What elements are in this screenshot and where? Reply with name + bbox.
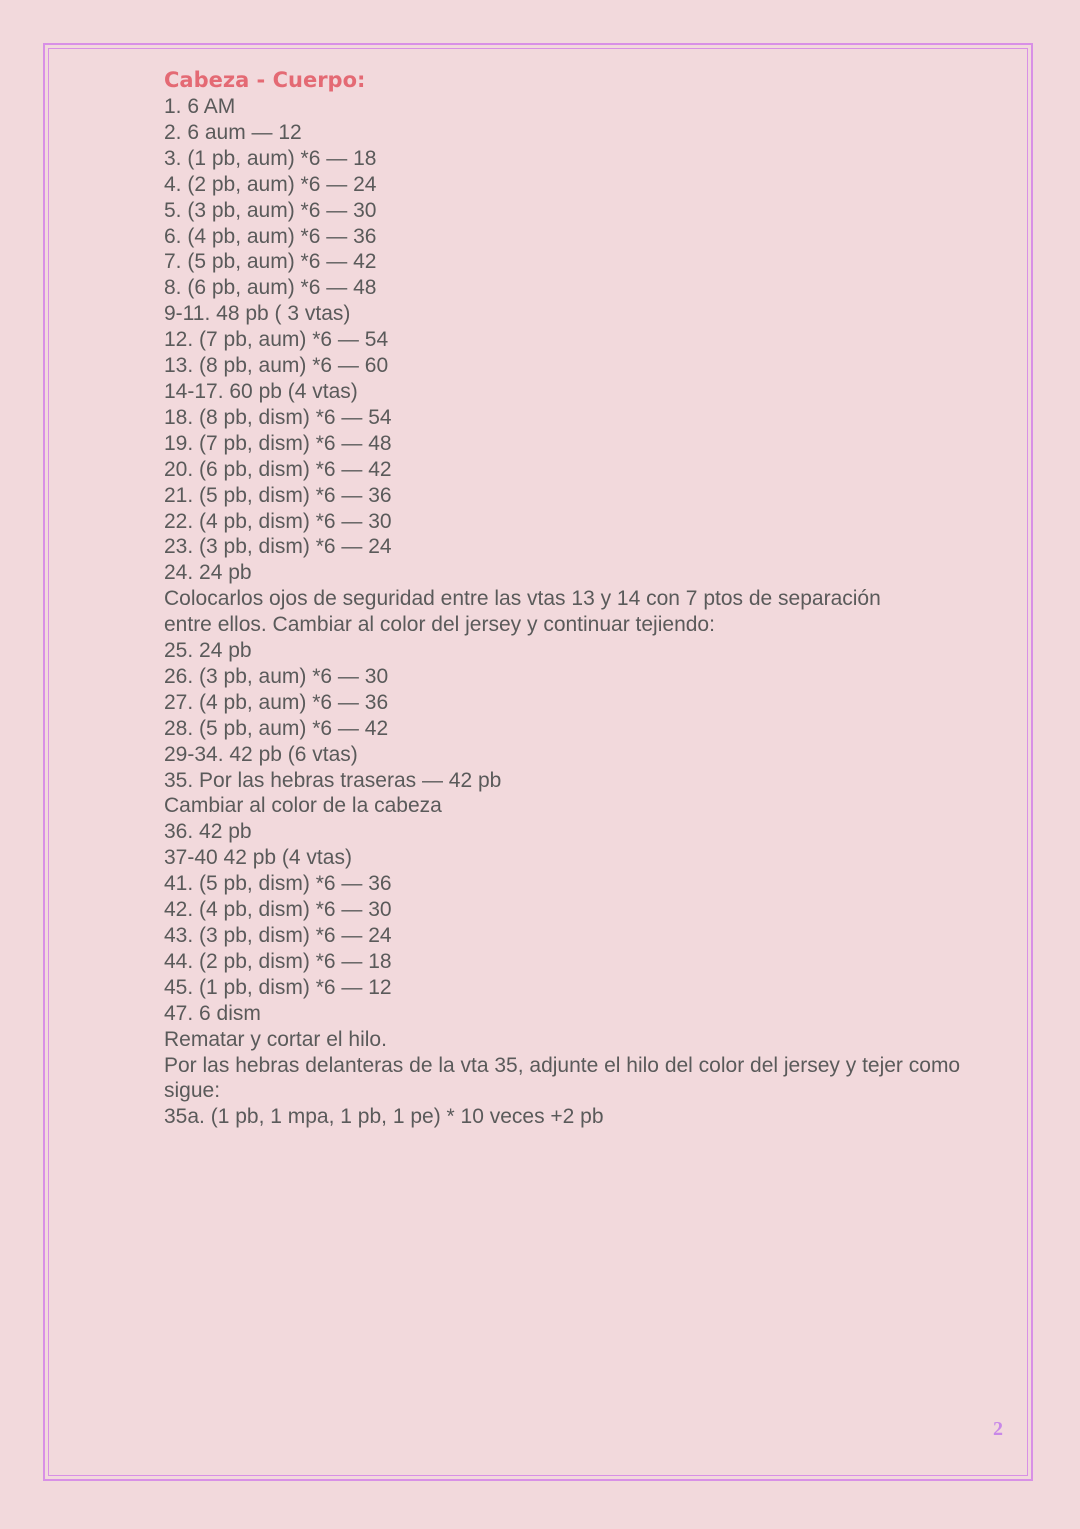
instruction-line: 7. (5 pb, aum) *6 — 42	[164, 250, 377, 274]
instruction-line: 8. (6 pb, aum) *6 — 48	[164, 276, 377, 300]
instruction-line: 14-17. 60 pb (4 vtas)	[164, 379, 358, 403]
instruction-note: Colocarlos ojos de seguridad entre las vtas 13 y 14 con 7 ptos de separación	[164, 587, 881, 611]
instruction-line: 9-11. 48 pb ( 3 vtas)	[164, 302, 351, 326]
instruction-line: 37-40 42 pb (4 vtas)	[164, 846, 352, 870]
instruction-line: 12. (7 pb, aum) *6 — 54	[164, 328, 389, 352]
instruction-note: Por las hebras delanteras de la vta 35, adjunte el hilo del color del jersey y tejer como	[164, 1053, 961, 1077]
instruction-line: 3. (1 pb, aum) *6 — 18	[164, 146, 377, 170]
section-heading: Cabeza - Cuerpo:	[164, 68, 366, 92]
instruction-line: 4. (2 pb, aum) *6 — 24	[164, 172, 377, 196]
instruction-line: 28. (5 pb, aum) *6 — 42	[164, 716, 389, 740]
instruction-line: 35a. (1 pb, 1 mpa, 1 pb, 1 pe) * 10 veces +2 pb	[164, 1105, 604, 1129]
instruction-line: 26. (3 pb, aum) *6 — 30	[164, 664, 389, 688]
instruction-line: 25. 24 pb	[164, 639, 252, 663]
instruction-line: 36. 42 pb	[164, 820, 252, 844]
instruction-note: sigue:	[164, 1079, 221, 1103]
instruction-note: Rematar y cortar el hilo.	[164, 1027, 387, 1051]
instruction-line: 1. 6 AM	[164, 95, 236, 118]
document-content	[164, 66, 1004, 1130]
instruction-note: entre ellos. Cambiar al color del jersey y continuar tejiendo:	[164, 613, 715, 637]
instruction-line: 2. 6 aum — 12	[164, 120, 302, 144]
instruction-line: 43. (3 pb, dism) *6 — 24	[164, 924, 392, 947]
instructions-list	[164, 94, 1004, 1130]
page-number: 2	[993, 1418, 1003, 1440]
instruction-line: 29-34. 42 pb (6 vtas)	[164, 742, 358, 766]
instruction-line: 19. (7 pb, dism) *6 — 48	[164, 431, 392, 455]
instruction-line: 41. (5 pb, dism) *6 — 36	[164, 872, 392, 896]
instruction-line: 27. (4 pb, aum) *6 — 36	[164, 690, 389, 714]
instruction-note: Cambiar al color de la cabeza	[164, 794, 442, 818]
instruction-line: 44. (2 pb, dism) *6 — 18	[164, 949, 392, 973]
instruction-line: 45. (1 pb, dism) *6 — 12	[164, 975, 392, 999]
instruction-line: 23. (3 pb, dism) *6 — 24	[164, 535, 392, 559]
instruction-line: 35. Por las hebras traseras — 42 pb	[164, 768, 502, 792]
instruction-line: 42. (4 pb, dism) *6 — 30	[164, 898, 392, 922]
instruction-line: 47. 6 dism	[164, 1001, 261, 1025]
instruction-line: 22. (4 pb, dism) *6 — 30	[164, 509, 392, 533]
instruction-line: 5. (3 pb, aum) *6 — 30	[164, 198, 377, 222]
instruction-line: 6. (4 pb, aum) *6 — 36	[164, 224, 377, 248]
instruction-line: 21. (5 pb, dism) *6 — 36	[164, 483, 392, 507]
instruction-line: 18. (8 pb, dism) *6 — 54	[164, 405, 392, 429]
instruction-line: 20. (6 pb, dism) *6 — 42	[164, 457, 392, 481]
instruction-line: 24. 24 pb	[164, 561, 252, 585]
instruction-line: 13. (8 pb, aum) *6 — 60	[164, 354, 389, 378]
